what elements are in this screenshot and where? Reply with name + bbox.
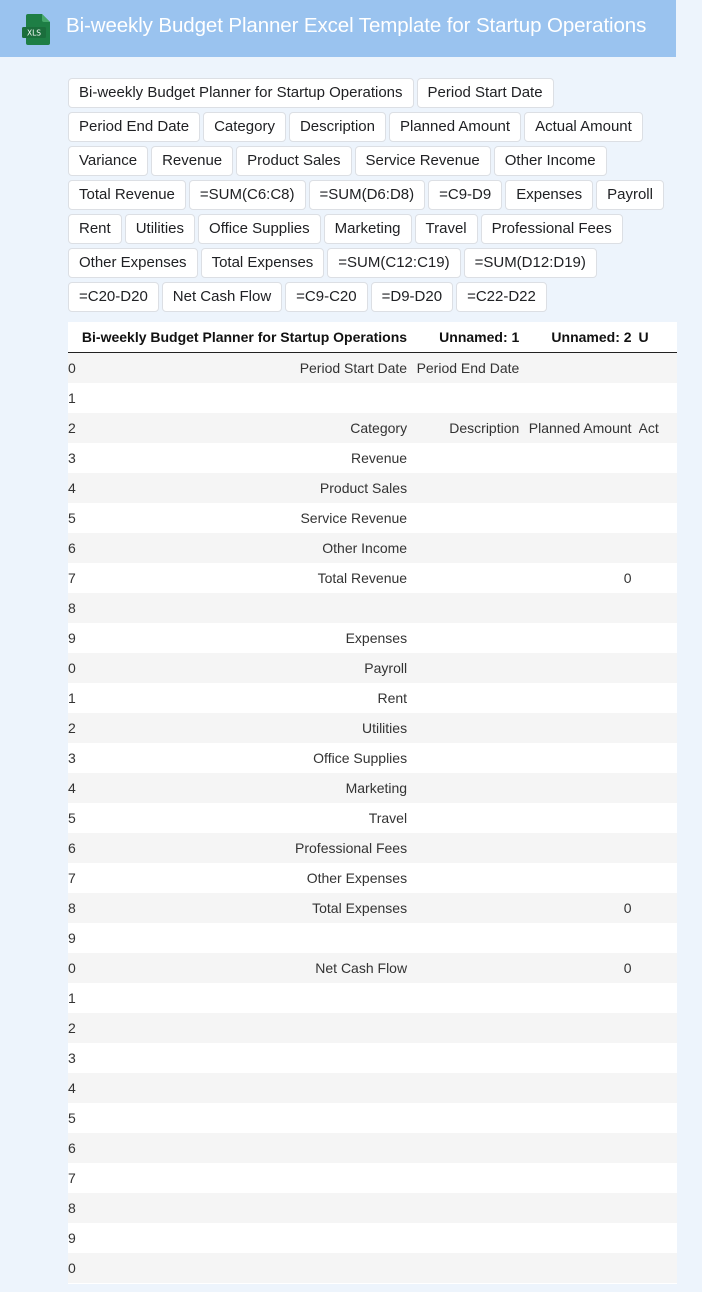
svg-text:XLS: XLS [26, 28, 42, 38]
row-index: 1 [68, 383, 76, 413]
table-cell [414, 983, 526, 1013]
table-cell [414, 953, 526, 983]
table-row [68, 383, 677, 413]
table-row [68, 653, 677, 683]
column-chip[interactable]: Expenses [505, 180, 593, 210]
table-cell: Marketing [76, 773, 414, 803]
column-chip[interactable]: =SUM(D6:D8) [309, 180, 426, 210]
table-row [68, 773, 677, 803]
spreadsheet-preview [68, 322, 677, 1284]
table-cell: Product Sales [76, 473, 414, 503]
row-index: 2 [68, 1013, 76, 1043]
row-index: 7 [68, 863, 76, 893]
table-cell [639, 1253, 677, 1283]
table-row [68, 1193, 677, 1223]
column-chip[interactable]: Office Supplies [198, 214, 321, 244]
column-header: U [639, 322, 677, 353]
table-cell [639, 803, 677, 833]
table-cell [639, 863, 677, 893]
table-cell: Period End Date [414, 353, 526, 384]
row-index: 7 [68, 563, 76, 593]
table-cell: Other Income [76, 533, 414, 563]
row-index: 0 [68, 653, 76, 683]
row-index: 9 [68, 1223, 76, 1253]
column-chip[interactable]: Utilities [125, 214, 195, 244]
table-cell: Payroll [76, 653, 414, 683]
table-cell [414, 503, 526, 533]
table-cell [414, 1253, 526, 1283]
column-chip[interactable]: =C22-D22 [456, 282, 547, 312]
table-cell [526, 1043, 638, 1073]
table-cell [526, 803, 638, 833]
row-index: 8 [68, 1193, 76, 1223]
table-cell: 0 [526, 953, 638, 983]
row-index: 1 [68, 983, 76, 1013]
table-row [68, 1163, 677, 1193]
table-cell [414, 1013, 526, 1043]
table-cell [639, 1103, 677, 1133]
column-chip[interactable]: =SUM(C12:C19) [327, 248, 460, 278]
column-chip[interactable]: =C20-D20 [68, 282, 159, 312]
table-row [68, 713, 677, 743]
row-index: 9 [68, 923, 76, 953]
column-chip[interactable]: Other Income [494, 146, 607, 176]
page-title: Bi-weekly Budget Planner Excel Template for Startup Operations [66, 14, 647, 37]
row-index: 1 [68, 683, 76, 713]
table-cell [414, 1223, 526, 1253]
column-chip[interactable]: Revenue [151, 146, 233, 176]
row-index: 7 [68, 1163, 76, 1193]
table-cell: Rent [76, 683, 414, 713]
table-cell [414, 443, 526, 473]
table-cell [414, 1163, 526, 1193]
table-cell: 0 [526, 563, 638, 593]
table-cell [526, 383, 638, 413]
table-cell: Other Expenses [76, 863, 414, 893]
table-cell [526, 1193, 638, 1223]
table-cell [639, 983, 677, 1013]
table-cell [526, 1163, 638, 1193]
table-row [68, 1073, 677, 1103]
table-cell [526, 623, 638, 653]
table-cell [414, 623, 526, 653]
table-cell [526, 983, 638, 1013]
table-row [68, 413, 677, 443]
table-cell: Period Start Date [76, 353, 414, 384]
row-index: 2 [68, 413, 76, 443]
table-cell [414, 743, 526, 773]
table-row [68, 1103, 677, 1133]
column-chip[interactable]: Product Sales [236, 146, 351, 176]
table-cell: Office Supplies [76, 743, 414, 773]
table-row [68, 1013, 677, 1043]
table-cell [639, 563, 677, 593]
table-row [68, 443, 677, 473]
table-row [68, 983, 677, 1013]
table-cell [639, 623, 677, 653]
table-cell [526, 743, 638, 773]
row-index: 3 [68, 443, 76, 473]
table-row [68, 893, 677, 923]
row-index: 0 [68, 953, 76, 983]
table-cell [639, 893, 677, 923]
table-cell [526, 503, 638, 533]
table-cell [76, 383, 414, 413]
table-cell [639, 443, 677, 473]
table-cell [414, 683, 526, 713]
table-row [68, 593, 677, 623]
index-header [68, 322, 76, 353]
column-header: Unnamed: 1 [414, 322, 526, 353]
row-index: 2 [68, 713, 76, 743]
table-cell [639, 1193, 677, 1223]
row-index: 4 [68, 1073, 76, 1103]
table-row [68, 833, 677, 863]
row-index: 0 [68, 353, 76, 384]
column-chip[interactable]: Rent [68, 214, 122, 244]
row-index: 3 [68, 1043, 76, 1073]
row-index: 5 [68, 1103, 76, 1133]
column-chip[interactable]: Actual Amount [524, 112, 643, 142]
column-chip[interactable]: Service Revenue [355, 146, 491, 176]
row-index: 4 [68, 473, 76, 503]
table-cell: Act [639, 413, 677, 443]
table-cell [526, 443, 638, 473]
table-cell [414, 563, 526, 593]
table-cell [526, 1133, 638, 1163]
row-index: 6 [68, 833, 76, 863]
table-cell [639, 473, 677, 503]
table-row [68, 353, 677, 384]
column-chip[interactable]: Other Expenses [68, 248, 198, 278]
table-cell: Net Cash Flow [76, 953, 414, 983]
table-cell [639, 743, 677, 773]
column-chip[interactable]: Variance [68, 146, 148, 176]
row-index: 6 [68, 1133, 76, 1163]
table-cell [76, 1103, 414, 1133]
column-chip[interactable]: Category [203, 112, 286, 142]
table-cell [639, 1013, 677, 1043]
table-cell [414, 593, 526, 623]
column-chip[interactable]: =D9-D20 [371, 282, 453, 312]
table-cell: Expenses [76, 623, 414, 653]
row-index: 9 [68, 623, 76, 653]
column-chip[interactable]: Net Cash Flow [162, 282, 282, 312]
column-chip-list [68, 78, 682, 312]
table-cell [526, 1223, 638, 1253]
table-cell [639, 1223, 677, 1253]
table-cell [526, 1103, 638, 1133]
column-chip[interactable]: =C9-D9 [428, 180, 502, 210]
table-cell [639, 593, 677, 623]
table-row [68, 863, 677, 893]
column-chip[interactable]: =SUM(D12:D19) [464, 248, 597, 278]
table-cell [639, 353, 677, 384]
table-cell [414, 653, 526, 683]
column-chip[interactable]: Total Expenses [201, 248, 325, 278]
table-cell [76, 1043, 414, 1073]
table-cell [639, 833, 677, 863]
table-row [68, 953, 677, 983]
table-cell [526, 653, 638, 683]
table-cell [639, 713, 677, 743]
table-cell [526, 1073, 638, 1103]
column-chip[interactable]: =C9-C20 [285, 282, 367, 312]
table-cell [639, 923, 677, 953]
table-cell: Utilities [76, 713, 414, 743]
table-cell [526, 1253, 638, 1283]
table-row [68, 533, 677, 563]
table-cell [639, 653, 677, 683]
row-index: 6 [68, 533, 76, 563]
table-row [68, 1253, 677, 1283]
table-cell [414, 713, 526, 743]
table-cell [639, 683, 677, 713]
table-row [68, 1223, 677, 1253]
row-index: 8 [68, 593, 76, 623]
row-index: 5 [68, 803, 76, 833]
table-cell [414, 533, 526, 563]
table-cell: Professional Fees [76, 833, 414, 863]
column-header: Unnamed: 2 [526, 322, 638, 353]
table-cell [76, 1013, 414, 1043]
table-cell [639, 1043, 677, 1073]
table-row [68, 743, 677, 773]
table-cell [414, 383, 526, 413]
table-cell [526, 683, 638, 713]
table-row [68, 623, 677, 653]
table-cell [526, 833, 638, 863]
table-cell [414, 863, 526, 893]
table-row [68, 503, 677, 533]
row-index: 8 [68, 893, 76, 923]
table-cell [414, 1043, 526, 1073]
table-cell: Description [414, 413, 526, 443]
table-cell [414, 1133, 526, 1163]
table-cell [414, 923, 526, 953]
table-cell: Revenue [76, 443, 414, 473]
column-chip[interactable]: Bi-weekly Budget Planner for Startup Operations [68, 78, 414, 108]
table-row [68, 473, 677, 503]
column-chip[interactable]: =SUM(C6:C8) [189, 180, 306, 210]
table-cell [526, 473, 638, 503]
table-cell: Category [76, 413, 414, 443]
table-row [68, 563, 677, 593]
table-row [68, 803, 677, 833]
table-cell [414, 1073, 526, 1103]
row-index: 3 [68, 743, 76, 773]
column-chip[interactable]: Payroll [596, 180, 664, 210]
column-chip[interactable]: Professional Fees [481, 214, 623, 244]
table-cell [526, 593, 638, 623]
column-chip[interactable]: Total Revenue [68, 180, 186, 210]
table-cell [76, 1223, 414, 1253]
excel-file-icon [22, 14, 50, 45]
table-cell [639, 1163, 677, 1193]
table-cell: 0 [526, 893, 638, 923]
table-header-row [68, 322, 677, 353]
table-cell [526, 1013, 638, 1043]
table-cell [76, 1073, 414, 1103]
table-cell [414, 893, 526, 923]
table-cell [76, 983, 414, 1013]
table-cell [639, 503, 677, 533]
column-chip[interactable]: Description [289, 112, 386, 142]
table-cell [639, 383, 677, 413]
table-cell [526, 923, 638, 953]
table-cell [639, 1133, 677, 1163]
table-row [68, 1043, 677, 1073]
data-table [68, 322, 677, 1283]
row-index: 5 [68, 503, 76, 533]
table-cell [76, 593, 414, 623]
table-cell: Total Expenses [76, 893, 414, 923]
table-cell [76, 1193, 414, 1223]
table-cell [526, 773, 638, 803]
table-cell [76, 923, 414, 953]
table-row [68, 683, 677, 713]
table-cell [639, 1073, 677, 1103]
table-cell: Service Revenue [76, 503, 414, 533]
table-cell [414, 803, 526, 833]
table-cell [414, 833, 526, 863]
table-cell [76, 1133, 414, 1163]
column-header: Bi-weekly Budget Planner for Startup Operations [76, 322, 414, 353]
table-cell: Travel [76, 803, 414, 833]
table-row [68, 923, 677, 953]
column-chip[interactable]: Travel [415, 214, 478, 244]
table-cell [76, 1163, 414, 1193]
table-cell [639, 773, 677, 803]
column-chip[interactable]: Marketing [324, 214, 412, 244]
table-cell [414, 773, 526, 803]
table-cell [526, 863, 638, 893]
table-cell [526, 353, 638, 384]
row-index: 0 [68, 1253, 76, 1283]
column-chip[interactable]: Planned Amount [389, 112, 521, 142]
table-cell: Total Revenue [76, 563, 414, 593]
table-cell: Planned Amount [526, 413, 638, 443]
app-header [0, 0, 676, 57]
row-index: 4 [68, 773, 76, 803]
table-cell [526, 533, 638, 563]
column-chip[interactable]: Period Start Date [417, 78, 554, 108]
table-cell [639, 533, 677, 563]
table-cell [526, 713, 638, 743]
table-cell [639, 953, 677, 983]
table-cell [76, 1253, 414, 1283]
table-cell [414, 473, 526, 503]
column-chip[interactable]: Period End Date [68, 112, 200, 142]
table-cell [414, 1103, 526, 1133]
table-row [68, 1133, 677, 1163]
table-cell [414, 1193, 526, 1223]
